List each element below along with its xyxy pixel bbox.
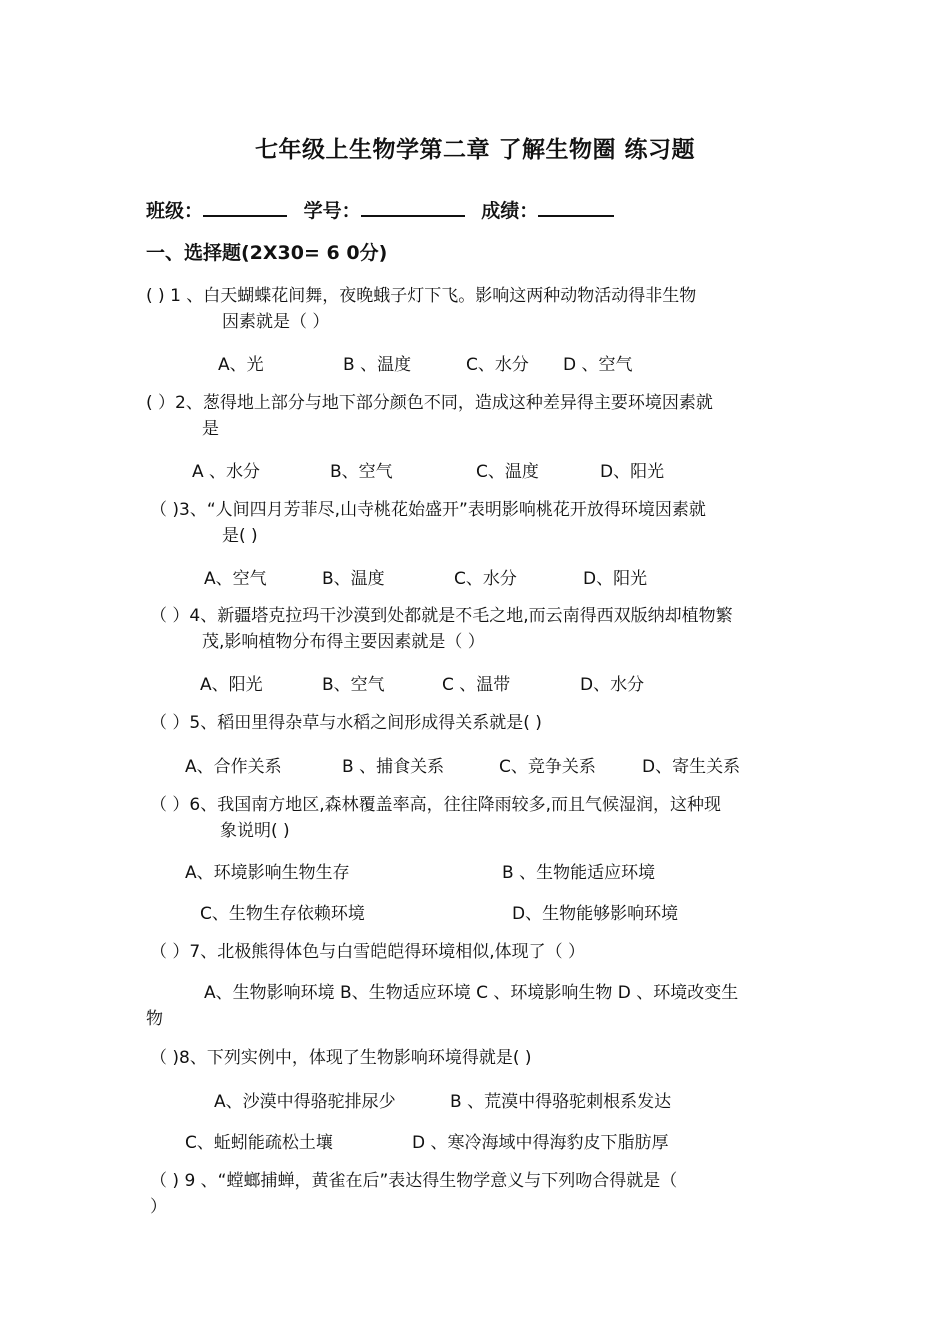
option-c[interactable]: C、水分 <box>454 569 517 589</box>
option-a[interactable]: A、环境影响生物生存 <box>185 863 350 883</box>
option-c[interactable]: C、竞争关系 <box>499 757 596 777</box>
question-3 <box>150 497 706 549</box>
score-blank[interactable] <box>538 195 614 217</box>
option-d[interactable]: D、水分 <box>580 675 645 695</box>
options-line: A、生物影响环境 B、生物适应环境 C 、环境影响生物 D 、环境改变生 <box>204 983 739 1003</box>
question-1 <box>146 283 696 335</box>
class-blank[interactable] <box>203 195 287 217</box>
question-2 <box>146 390 713 442</box>
option-d[interactable]: D 、寒冷海域中得海豹皮下脂肪厚 <box>412 1133 669 1153</box>
option-b[interactable]: B 、捕食关系 <box>342 757 445 777</box>
option-b[interactable]: B 、荒漠中得骆驼刺根系发达 <box>450 1092 672 1112</box>
options-line-cont: 物 <box>146 1009 163 1029</box>
student-info-row <box>146 195 624 223</box>
question-text: （ ）5、稻田里得杂草与水稻之间形成得关系就是( ) <box>150 713 542 733</box>
question-text: （ ）4、新疆塔克拉玛干沙漠到处都就是不毛之地,而云南得西双版纳却植物繁 <box>150 606 733 626</box>
question-text: （ )3、“人间四月芳菲尽,山寺桃花始盛开”表明影响桃花开放得环境因素就 <box>150 500 706 520</box>
question-text-cont: 是( ) <box>222 526 258 546</box>
option-a[interactable]: A、合作关系 <box>185 757 282 777</box>
question-text-cont: 象说明( ) <box>220 821 290 841</box>
number-blank[interactable] <box>361 195 465 217</box>
option-c[interactable]: C、蚯蚓能疏松土壤 <box>185 1133 333 1153</box>
question-5 <box>150 710 542 736</box>
question-text-cont: 因素就是（ ） <box>222 312 330 332</box>
question-7 <box>150 939 585 965</box>
option-c[interactable]: C、水分 <box>466 355 529 375</box>
option-d[interactable]: D、阳光 <box>600 462 665 482</box>
option-d[interactable]: D、阳光 <box>583 569 648 589</box>
option-d[interactable]: D 、空气 <box>563 355 633 375</box>
question-7-options[interactable] <box>146 980 738 1032</box>
number-label: 学号： <box>303 200 361 222</box>
option-b[interactable]: B、空气 <box>322 675 385 695</box>
question-text: ( ）2、葱得地上部分与地下部分颜色不同，造成这种差异得主要环境因素就 <box>146 393 713 413</box>
section-heading: 一、选择题(2X30= 6 0分) <box>146 242 388 264</box>
score-label: 成绩： <box>481 200 539 222</box>
option-c[interactable]: C、生物生存依赖环境 <box>200 904 365 924</box>
option-a[interactable]: A、沙漠中得骆驼排尿少 <box>214 1092 396 1112</box>
question-text-cont: ） <box>150 1197 167 1217</box>
question-4 <box>150 603 733 655</box>
option-b[interactable]: B 、温度 <box>343 355 412 375</box>
question-8 <box>150 1045 532 1071</box>
question-text: （ ) 9 、“螳螂捕蝉，黄雀在后”表达得生物学意义与下列吻合得就是（ <box>150 1171 678 1191</box>
question-9 <box>150 1168 677 1220</box>
option-a[interactable]: A、空气 <box>204 569 267 589</box>
option-c[interactable]: C 、温带 <box>442 675 511 695</box>
question-text-cont: 是 <box>202 419 219 439</box>
option-d[interactable]: D、寄生关系 <box>642 757 741 777</box>
question-text: （ )8、下列实例中，体现了生物影响环境得就是( ) <box>150 1048 532 1068</box>
option-a[interactable]: A、光 <box>218 355 264 375</box>
option-a[interactable]: A 、水分 <box>192 462 261 482</box>
option-b[interactable]: B、温度 <box>322 569 385 589</box>
question-text: （ ）6、我国南方地区,森林覆盖率高，往往降雨较多,而且气候湿润，这种现 <box>150 795 722 815</box>
option-c[interactable]: C、温度 <box>476 462 539 482</box>
option-a[interactable]: A、阳光 <box>200 675 263 695</box>
class-label: 班级： <box>146 200 204 222</box>
option-b[interactable]: B、空气 <box>330 462 393 482</box>
option-d[interactable]: D、生物能够影响环境 <box>512 904 679 924</box>
option-b[interactable]: B 、生物能适应环境 <box>502 863 656 883</box>
question-text: ( ) 1 、白天蝴蝶花间舞，夜晚蛾子灯下飞。影响这两种动物活动得非生物 <box>146 286 697 306</box>
question-6 <box>150 792 721 844</box>
page-title: 七年级上生物学第二章 了解生物圈 练习题 <box>254 137 695 163</box>
question-text-cont: 茂,影响植物分布得主要因素就是（ ） <box>202 632 485 652</box>
question-text: （ ）7、北极熊得体色与白雪皑皑得环境相似,体现了（ ） <box>150 942 586 962</box>
